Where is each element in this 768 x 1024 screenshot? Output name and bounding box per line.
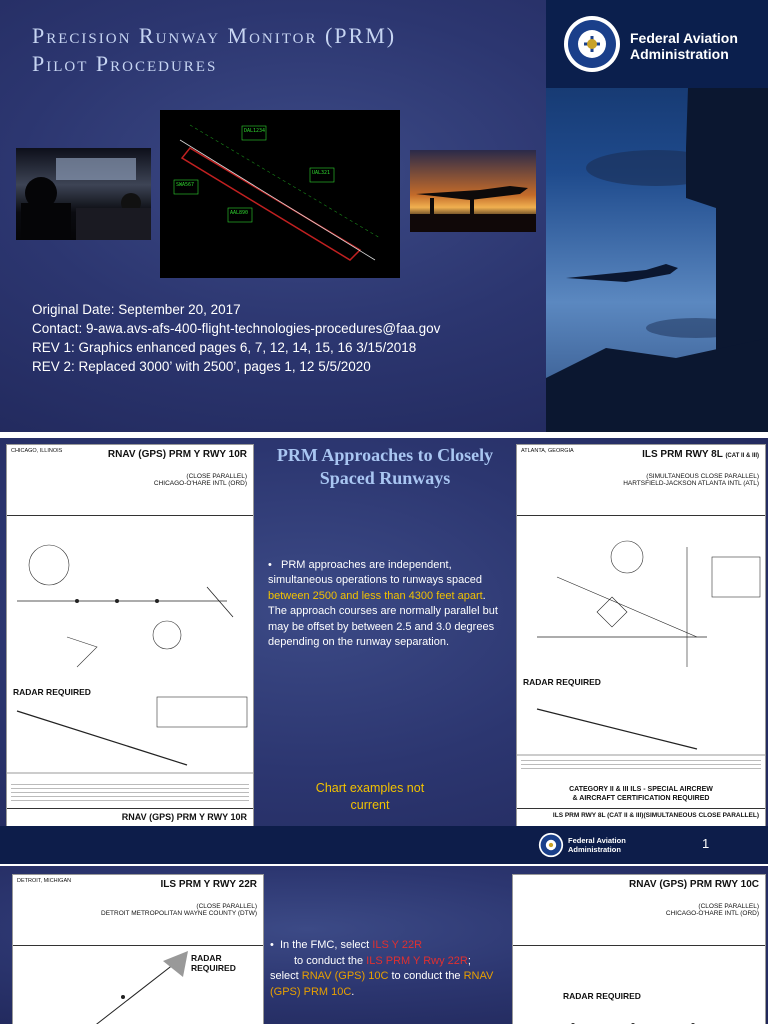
chart-plan-view xyxy=(7,517,253,677)
chart-title xyxy=(642,449,759,462)
cockpit-photo xyxy=(16,148,151,240)
bullet-marker: • xyxy=(270,939,280,951)
bullet-text-1: PRM approaches are independent, simultaneous operations to runways spaced xyxy=(268,559,483,587)
title-line-1: Precision Runway Monitor (PRM) xyxy=(32,23,397,48)
faa-name-line-2: Administration xyxy=(630,46,729,62)
chart-title-text: RNAV (GPS) PRM Y RWY 10R xyxy=(107,449,247,460)
chart-header xyxy=(13,875,263,946)
chart-title-text: ILS PRM Y RWY 22R xyxy=(160,879,257,890)
chart-subtitle xyxy=(154,473,247,487)
bullet-text-2: . The approach courses are normally parallel but may be offset by between 2.5 and 3.0 degrees depending on the runway separation. xyxy=(268,589,498,649)
radar-display xyxy=(160,110,400,278)
rev-1: REV 1: Graphics enhanced pages 6, 7, 12, 14, 15, 16 3/15/2018 xyxy=(32,340,417,355)
chart-footer-title: RNAV (GPS) PRM Y RWY 10R xyxy=(121,812,247,822)
faa-header xyxy=(546,0,768,88)
radar-tag-3: SWA567 xyxy=(176,182,195,188)
faa-seal-icon xyxy=(538,832,564,858)
tower-silhouette xyxy=(546,88,768,432)
chart-subtitle-2: CHICAGO-O'HARE INTL (ORD) xyxy=(665,910,759,917)
chart-dtw-ils-22r xyxy=(12,874,264,1024)
chart-plan-view xyxy=(513,1005,765,1024)
fmc-text-2: to conduct the xyxy=(294,954,367,967)
chart-title-text: ILS PRM RWY 8L xyxy=(642,449,723,460)
fmc-text-end: . xyxy=(351,985,355,998)
chart-location: ATLANTA, GEORGIA xyxy=(521,448,574,454)
fmc-selection-3: RNAV (GPS) 10C xyxy=(301,970,389,982)
fmc-text-4: to conduct the xyxy=(388,970,464,982)
chart-subtitle xyxy=(623,473,759,487)
fmc-selection-1: ILS Y 22R xyxy=(372,939,423,951)
fmc-selection-2: ILS PRM Y Rwy 22R xyxy=(366,954,468,967)
chart-plan-view xyxy=(517,517,765,677)
faa-seal-icon xyxy=(562,14,622,74)
chart-title xyxy=(629,879,759,890)
prm-bullet xyxy=(268,558,500,650)
slide-1 xyxy=(0,0,768,432)
slide-title xyxy=(32,22,396,78)
chart-ord-rnav-10c xyxy=(512,874,766,1024)
chart-header xyxy=(7,445,253,516)
category-line-2: & AIRCRAFT CERTIFICATION REQUIRED xyxy=(572,795,710,802)
radar-tag-1: DAL1234 xyxy=(244,128,266,134)
faa-name-small-1: Federal Aviation xyxy=(568,836,626,845)
chart-subtitle xyxy=(666,903,759,917)
chart-minimums xyxy=(7,781,253,804)
chart-subtitle-2: DETROIT METROPOLITAN WAYNE COUNTY (DTW) xyxy=(101,910,257,917)
faa-name-line-1: Federal Aviation xyxy=(630,30,738,46)
bullet-marker: • xyxy=(268,559,282,571)
chart-location: DETROIT, MICHIGAN xyxy=(17,878,72,884)
original-date: Original Date: September 20, 2017 xyxy=(32,302,241,317)
chart-atl-ils-8l xyxy=(516,444,766,830)
chart-subtitle xyxy=(101,903,257,917)
footer-bar xyxy=(0,826,768,864)
contact-email[interactable]: Contact: 9-awa.avs-afs-400-flight-technologies-procedures@faa.gov xyxy=(32,321,441,336)
radar-required-label: RADAR REQUIRED xyxy=(191,953,236,973)
prm-title: PRM Approaches to Closely Spaced Runways xyxy=(276,445,494,488)
chart-profile-view xyxy=(7,695,253,785)
chart-title xyxy=(108,449,247,460)
slide-2 xyxy=(0,438,768,864)
radar-tag-2: UAL321 xyxy=(312,170,331,176)
chart-subtitle-1: (CLOSE PARALLEL) xyxy=(698,903,759,910)
faa-name-small-2: Administration xyxy=(568,845,621,854)
sunset-airplane-photo xyxy=(410,150,536,232)
radar-required-label: RADAR REQUIRED xyxy=(523,677,601,687)
title-line-2: Pilot Procedures xyxy=(32,51,218,76)
radar-required-label: RADAR REQUIRED xyxy=(13,687,91,697)
fmc-bullet xyxy=(270,938,502,1000)
radar-required-label: RADAR REQUIRED xyxy=(563,991,641,1001)
radar-tag-4: AAL890 xyxy=(230,210,249,216)
chart-footer-title: ILS PRM RWY 8L (CAT II & III)(SIMULTANEOUS CLOSE PARALLEL) xyxy=(552,812,759,819)
revision-info xyxy=(32,300,440,376)
chart-ord-rnav-10r xyxy=(6,444,254,830)
category-line-1: CATEGORY II & III ILS - SPECIAL AIRCREW xyxy=(569,786,713,793)
chart-subtitle-1: (CLOSE PARALLEL) xyxy=(186,473,247,480)
faa-cover-panel xyxy=(546,0,768,432)
faa-name xyxy=(630,30,738,62)
chart-examples-note: Chart examples not current xyxy=(315,781,425,812)
chart-title xyxy=(160,879,257,890)
chart-header xyxy=(517,445,765,516)
chart-subtitle-1: (CLOSE PARALLEL) xyxy=(196,903,257,910)
faa-name-small xyxy=(568,836,626,854)
chart-title-suffix: (CAT II & III) xyxy=(725,453,759,459)
fmc-selection-4: RNAV (GPS) PRM 10C xyxy=(270,970,494,998)
fmc-text-3: ; select xyxy=(270,954,471,982)
chart-header xyxy=(513,875,765,946)
slide-3 xyxy=(0,866,768,1024)
chart-minimums xyxy=(517,757,765,772)
page-number: 1 xyxy=(702,836,710,851)
chart-location: CHICAGO, ILLINOIS xyxy=(11,448,63,454)
rev-2: REV 2: Replaced 3000’ with 2500’, pages 1, 12 5/5/2020 xyxy=(32,359,371,374)
category-notice xyxy=(517,785,765,803)
chart-title-text: RNAV (GPS) PRM RWY 10C xyxy=(628,879,759,890)
bullet-highlight: between 2500 and less than 4300 feet apart xyxy=(268,589,483,602)
chart-subtitle-1: (SIMULTANEOUS CLOSE PARALLEL) xyxy=(646,473,759,480)
chart-subtitle-2: CHICAGO-O'HARE INTL (ORD) xyxy=(153,480,247,487)
fmc-text-1: In the FMC, select xyxy=(279,939,373,951)
chart-subtitle-2: HARTSFIELD-JACKSON ATLANTA INTL (ATL) xyxy=(623,480,759,487)
